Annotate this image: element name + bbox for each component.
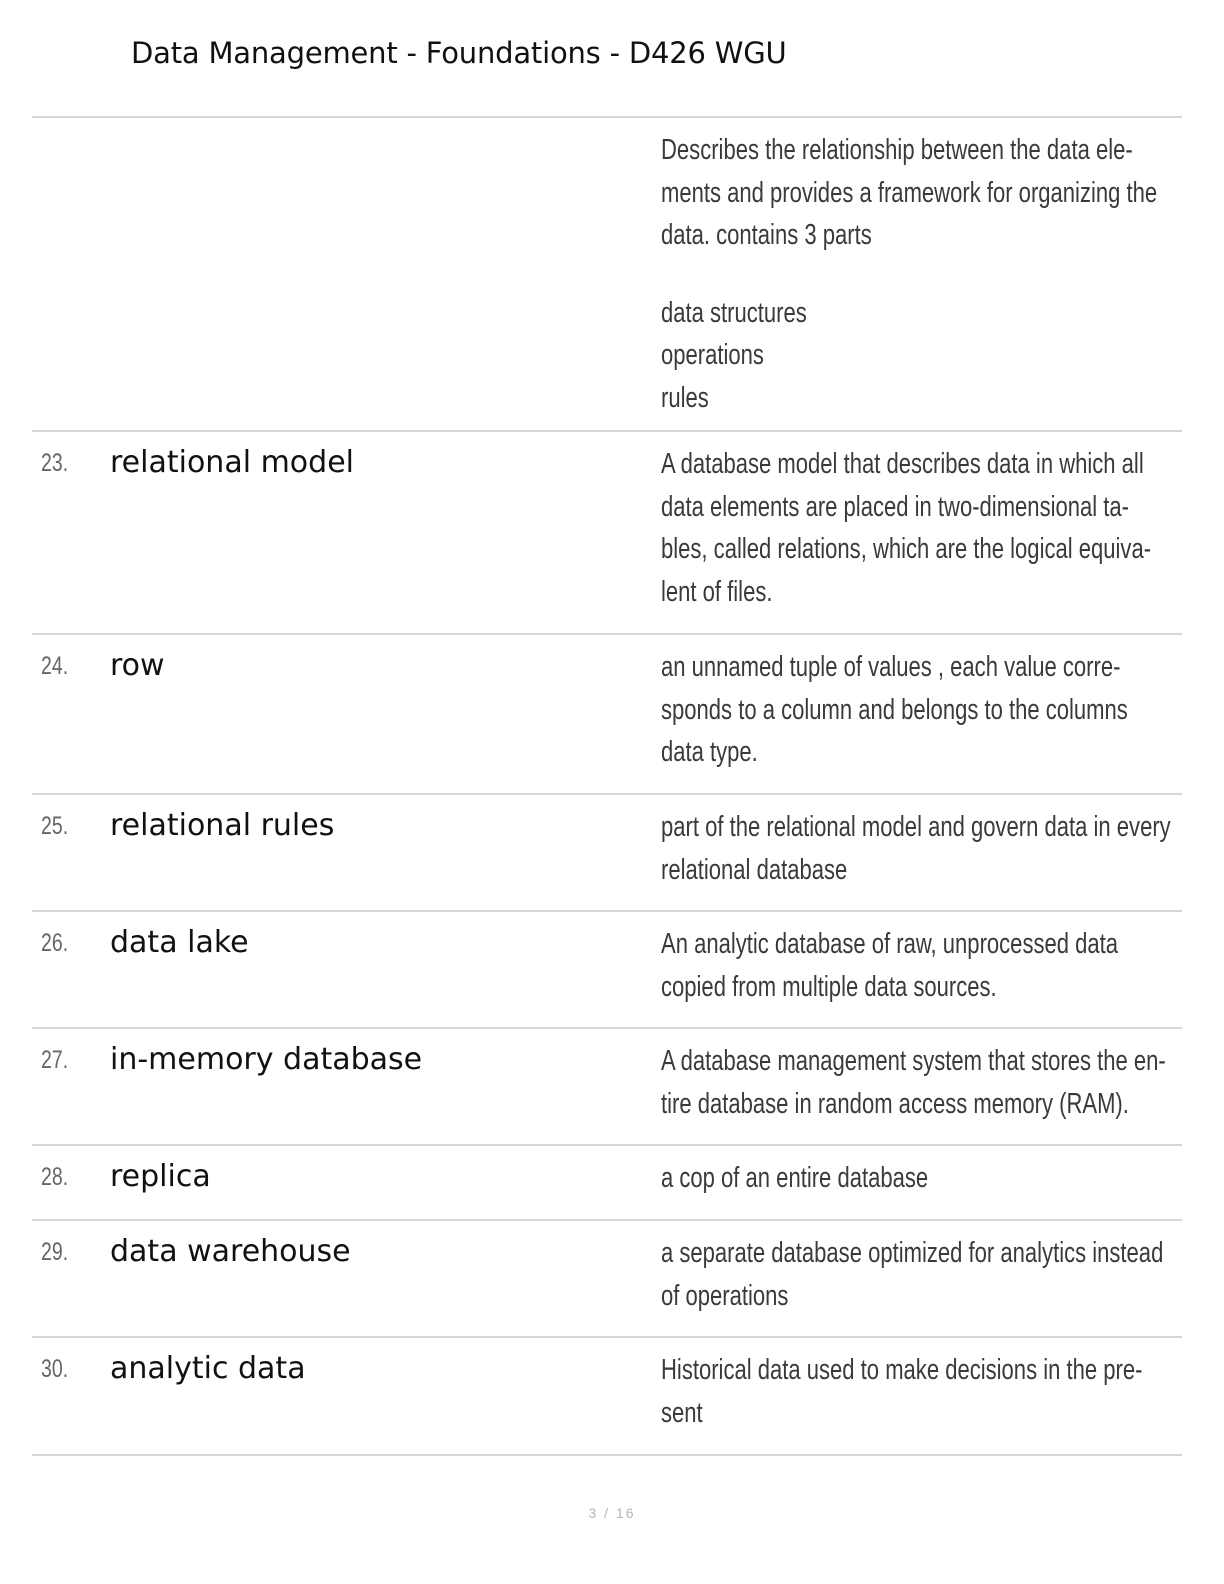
- row-number: 30.: [41, 1355, 69, 1383]
- row-number: 29.: [41, 1238, 69, 1266]
- definition: [661, 806, 1171, 891]
- table-row: [32, 118, 1182, 432]
- table-row: [32, 795, 1182, 912]
- row-number: 23.: [41, 449, 69, 477]
- flashcard-table: [32, 116, 1182, 1456]
- definition-line: relational database: [661, 853, 848, 886]
- definition-line: sent: [661, 1396, 703, 1429]
- definition-line: of operations: [661, 1279, 789, 1312]
- row-number: 28.: [41, 1163, 69, 1191]
- term: relational rules: [110, 808, 335, 843]
- term: relational model: [110, 445, 354, 480]
- definition: [661, 1157, 1163, 1200]
- term: row: [110, 648, 165, 683]
- definition-line: data type.: [661, 736, 758, 768]
- row-number: 25.: [41, 812, 69, 840]
- definition-line: A database management system that stores the en-: [661, 1045, 1166, 1077]
- row-number: 27.: [41, 1046, 69, 1074]
- definition: [661, 1349, 1163, 1434]
- definition: [661, 923, 1163, 1008]
- definition: [661, 129, 1163, 419]
- definition-line: data. contains 3 parts: [661, 219, 872, 251]
- definition-line: data elements are placed in two-dimensional ta-: [661, 490, 1130, 523]
- definition: [661, 443, 1163, 613]
- term: data warehouse: [110, 1234, 351, 1269]
- page-number: 3 / 16: [588, 1505, 636, 1521]
- term: in-memory database: [110, 1042, 423, 1077]
- definition-line: Describes the relationship between the data ele-: [661, 134, 1133, 166]
- table-row: [32, 1338, 1182, 1456]
- row-number: 26.: [41, 929, 69, 957]
- row-number: 24.: [41, 652, 69, 680]
- definition-line: tire database in random access memory (RAM).: [661, 1087, 1129, 1120]
- definition-line: copied from multiple data sources.: [661, 970, 997, 1003]
- definition-line: an unnamed tuple of values , each value corre-: [661, 651, 1121, 683]
- term: replica: [110, 1159, 211, 1194]
- definition: [661, 646, 1163, 774]
- definition-line: a separate database optimized for analytics instead: [661, 1237, 1164, 1269]
- table-row: [32, 432, 1182, 635]
- definition-line: bles, called relations, which are the logical equiva-: [661, 533, 1152, 565]
- definition-list-item: rules: [661, 381, 709, 414]
- definition-line: Historical data used to make decisions in the pre-: [661, 1354, 1143, 1386]
- table-row: [32, 1146, 1182, 1221]
- term: analytic data: [110, 1351, 306, 1386]
- definition-line: sponds to a column and belongs to the columns: [661, 693, 1128, 726]
- definition-line: ments and provides a framework for organizing the: [661, 176, 1158, 209]
- definition: [661, 1232, 1163, 1317]
- term: data lake: [110, 925, 249, 960]
- definition-line: lent of files.: [661, 575, 773, 608]
- definition-line: part of the relational model and govern data in every: [661, 811, 1171, 843]
- definition-list-item: operations: [661, 339, 764, 371]
- table-row: [32, 912, 1182, 1029]
- table-row: [32, 1221, 1182, 1338]
- definition-line: a cop of an entire database: [661, 1162, 929, 1194]
- page-title: Data Management - Foundations - D426 WGU: [131, 36, 787, 70]
- definition-line: A database model that describes data in which all: [661, 448, 1144, 480]
- table-row: [32, 1029, 1182, 1146]
- table-row: [32, 635, 1182, 795]
- definition-line: An analytic database of raw, unprocessed data: [661, 928, 1119, 960]
- definition-list-item: data structures: [661, 296, 807, 329]
- definition: [661, 1040, 1166, 1125]
